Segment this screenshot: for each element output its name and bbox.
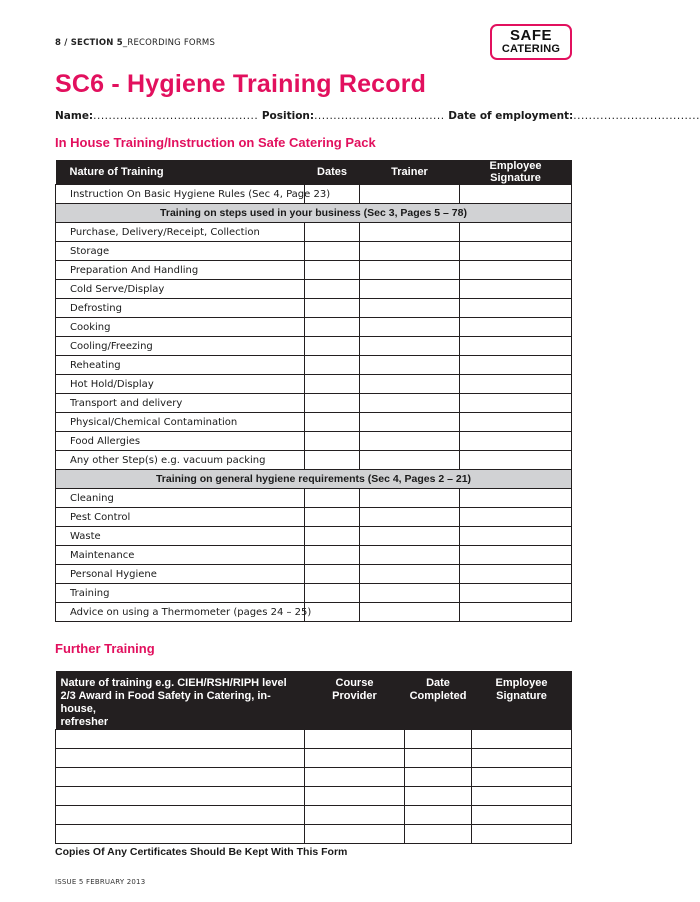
training-label: Maintenance	[56, 546, 305, 565]
col-trainer: Trainer	[360, 160, 460, 185]
signature-cell[interactable]	[460, 603, 572, 622]
trainer-cell[interactable]	[360, 242, 460, 261]
training-label: Cooking	[56, 318, 305, 337]
table-row	[56, 242, 572, 261]
table-row	[56, 318, 572, 337]
page-section: 8 / SECTION 5	[55, 38, 123, 48]
position-label: Position:	[258, 110, 315, 122]
signature-cell[interactable]	[460, 223, 572, 242]
in-house-table-body	[56, 185, 572, 622]
nature-cell[interactable]	[56, 825, 305, 844]
table-row	[56, 527, 572, 546]
col-employee-signature: Employee Signature	[460, 160, 572, 185]
further-table-body	[56, 730, 572, 844]
date-completed-cell[interactable]	[405, 749, 472, 768]
table-row	[56, 489, 572, 508]
further-row	[56, 768, 572, 787]
signature-cell[interactable]	[460, 356, 572, 375]
dates-cell[interactable]	[305, 508, 360, 527]
trainer-cell[interactable]	[360, 413, 460, 432]
dates-cell[interactable]	[305, 565, 360, 584]
signature-cell[interactable]	[460, 565, 572, 584]
signature-cell[interactable]	[460, 280, 572, 299]
group-row	[56, 204, 572, 223]
certificates-note: Copies Of Any Certificates Should Be Kept With This Form	[55, 846, 348, 858]
further-row	[56, 806, 572, 825]
dates-cell[interactable]	[305, 527, 360, 546]
signature-cell[interactable]	[460, 337, 572, 356]
table-row	[56, 394, 572, 413]
nature-cell[interactable]	[56, 768, 305, 787]
signature-cell[interactable]	[460, 185, 572, 204]
trainer-cell[interactable]	[360, 261, 460, 280]
trainer-cell[interactable]	[360, 223, 460, 242]
table-row	[56, 413, 572, 432]
position-field[interactable]: ..................................	[314, 110, 445, 122]
training-label: Transport and delivery	[56, 394, 305, 413]
trainer-cell[interactable]	[360, 299, 460, 318]
training-label: Training	[56, 584, 305, 603]
col4-line1: Employee	[495, 677, 548, 689]
training-label: Pest Control	[56, 508, 305, 527]
table-row	[56, 603, 572, 622]
group-title: Training on general hygiene requirements (Sec 4, Pages 2 – 21)	[56, 470, 572, 489]
further-row	[56, 749, 572, 768]
signature-cell[interactable]	[460, 394, 572, 413]
dates-cell[interactable]	[305, 261, 360, 280]
col-nature-of-further-training	[56, 671, 305, 730]
trainer-cell[interactable]	[360, 394, 460, 413]
col-course-provider	[305, 671, 405, 730]
col1-line1: Nature of training e.g. CIEH/RSH/RIPH level	[60, 677, 287, 689]
trainer-cell[interactable]	[360, 489, 460, 508]
dates-cell[interactable]	[305, 299, 360, 318]
training-label: Cold Serve/Display	[56, 280, 305, 299]
table-row	[56, 565, 572, 584]
col1-line3: refresher	[60, 716, 109, 728]
table-row	[56, 223, 572, 242]
training-label: Waste	[56, 527, 305, 546]
col4-line2: Signature	[496, 690, 547, 702]
nature-cell[interactable]	[56, 787, 305, 806]
training-label: Advice on using a Thermometer (pages 24 – 25)	[56, 603, 305, 622]
dates-cell[interactable]	[305, 584, 360, 603]
page-title: SC6 - Hygiene Training Record	[55, 70, 427, 98]
safe-catering-logo	[490, 24, 572, 60]
trainer-cell[interactable]	[360, 603, 460, 622]
dates-cell[interactable]	[305, 546, 360, 565]
nature-cell[interactable]	[56, 730, 305, 749]
training-label: Preparation And Handling	[56, 261, 305, 280]
signature-cell[interactable]	[460, 375, 572, 394]
dates-cell[interactable]	[305, 603, 360, 622]
table-row	[56, 261, 572, 280]
signature-cell[interactable]	[460, 318, 572, 337]
col-date-completed	[405, 671, 472, 730]
further-training-heading: Further Training	[55, 641, 155, 656]
training-label: Cooling/Freezing	[56, 337, 305, 356]
nature-cell[interactable]	[56, 749, 305, 768]
trainer-cell[interactable]	[360, 527, 460, 546]
col3-line1: Date	[426, 677, 450, 689]
employment-date-field[interactable]: .................................	[573, 110, 700, 122]
signature-cell[interactable]	[460, 489, 572, 508]
training-label: Storage	[56, 242, 305, 261]
col2-line2: Provider	[332, 690, 377, 702]
trainer-cell[interactable]	[360, 546, 460, 565]
signature-cell[interactable]	[460, 546, 572, 565]
further-row	[56, 730, 572, 749]
signature-cell[interactable]	[472, 768, 572, 787]
col-nature-of-training: Nature of Training	[56, 160, 305, 185]
dates-cell[interactable]	[305, 280, 360, 299]
further-row	[56, 787, 572, 806]
date-completed-cell[interactable]	[405, 787, 472, 806]
trainer-cell[interactable]	[360, 356, 460, 375]
table-row	[56, 508, 572, 527]
training-label: Food Allergies	[56, 432, 305, 451]
training-label: Defrosting	[56, 299, 305, 318]
in-house-training-table	[55, 160, 572, 622]
in-house-heading: In House Training/Instruction on Safe Catering Pack	[55, 135, 376, 150]
trainer-cell[interactable]	[360, 185, 460, 204]
date-completed-cell[interactable]	[405, 768, 472, 787]
training-label: Reheating	[56, 356, 305, 375]
signature-cell[interactable]	[472, 806, 572, 825]
provider-cell[interactable]	[305, 787, 405, 806]
col1-line2: 2/3 Award in Food Safety in Catering, in-house,	[60, 690, 271, 715]
dates-cell[interactable]	[305, 489, 360, 508]
employment-date-label: Date of employment:	[444, 110, 574, 122]
name-label: Name:	[55, 110, 94, 122]
training-label: Hot Hold/Display	[56, 375, 305, 394]
dates-cell[interactable]	[305, 356, 360, 375]
dates-cell[interactable]	[305, 375, 360, 394]
training-label: Purchase, Delivery/Receipt, Collection	[56, 223, 305, 242]
date-completed-cell[interactable]	[405, 730, 472, 749]
table-row	[56, 337, 572, 356]
dates-cell[interactable]	[305, 413, 360, 432]
col3-line2: Completed	[409, 690, 467, 702]
table-row	[56, 356, 572, 375]
table-row	[56, 451, 572, 470]
further-row	[56, 825, 572, 844]
date-completed-cell[interactable]	[405, 806, 472, 825]
dates-cell[interactable]	[305, 451, 360, 470]
provider-cell[interactable]	[305, 768, 405, 787]
dates-cell[interactable]	[305, 318, 360, 337]
group-row	[56, 470, 572, 489]
further-header-row	[56, 671, 572, 730]
name-field[interactable]: ...........................................	[93, 110, 259, 122]
training-label: Personal Hygiene	[56, 565, 305, 584]
signature-cell[interactable]	[472, 787, 572, 806]
signature-cell[interactable]	[460, 527, 572, 546]
training-label: Physical/Chemical Contamination	[56, 413, 305, 432]
training-label: Any other Step(s) e.g. vacuum packing	[56, 451, 305, 470]
group-title: Training on steps used in your business (Sec 3, Pages 5 – 78)	[56, 204, 572, 223]
trainer-cell[interactable]	[360, 337, 460, 356]
signature-cell[interactable]	[472, 749, 572, 768]
trainer-cell[interactable]	[360, 280, 460, 299]
training-label: Instruction On Basic Hygiene Rules (Sec 4, Page 23)	[56, 185, 305, 204]
provider-cell[interactable]	[305, 806, 405, 825]
provider-cell[interactable]	[305, 825, 405, 844]
issue-date: ISSUE 5 FEBRUARY 2013	[55, 878, 146, 886]
nature-cell[interactable]	[56, 806, 305, 825]
trainer-cell[interactable]	[360, 318, 460, 337]
table-row	[56, 185, 572, 204]
provider-cell[interactable]	[305, 749, 405, 768]
section-name: _RECORDING FORMS	[122, 38, 216, 48]
trainer-cell[interactable]	[360, 375, 460, 394]
logo-top-text: SAFE	[509, 27, 552, 44]
trainer-cell[interactable]	[360, 508, 460, 527]
signature-cell[interactable]	[460, 242, 572, 261]
training-label: Cleaning	[56, 489, 305, 508]
trainer-cell[interactable]	[360, 432, 460, 451]
table-row	[56, 432, 572, 451]
signature-cell[interactable]	[460, 432, 572, 451]
signature-cell[interactable]	[460, 413, 572, 432]
col-dates: Dates	[305, 160, 360, 185]
table-row	[56, 280, 572, 299]
page-header	[55, 38, 215, 48]
provider-cell[interactable]	[305, 730, 405, 749]
date-completed-cell[interactable]	[405, 825, 472, 844]
signature-cell[interactable]	[472, 730, 572, 749]
table-row	[56, 299, 572, 318]
table-row	[56, 375, 572, 394]
col-further-employee-signature	[472, 671, 572, 730]
dates-cell[interactable]	[305, 337, 360, 356]
signature-cell[interactable]	[460, 584, 572, 603]
signature-cell[interactable]	[472, 825, 572, 844]
in-house-header-row	[56, 160, 572, 185]
trainer-cell[interactable]	[360, 584, 460, 603]
signature-cell[interactable]	[460, 299, 572, 318]
dates-cell[interactable]	[305, 223, 360, 242]
dates-cell[interactable]	[305, 394, 360, 413]
further-training-table	[55, 671, 572, 844]
table-row	[56, 584, 572, 603]
employee-fields	[55, 110, 700, 122]
signature-cell[interactable]	[460, 451, 572, 470]
trainer-cell[interactable]	[360, 565, 460, 584]
trainer-cell[interactable]	[360, 451, 460, 470]
dates-cell[interactable]	[305, 432, 360, 451]
col2-line1: Course	[335, 677, 374, 689]
dates-cell[interactable]	[305, 242, 360, 261]
logo-bottom-text: CATERING	[501, 43, 561, 55]
signature-cell[interactable]	[460, 508, 572, 527]
signature-cell[interactable]	[460, 261, 572, 280]
table-row	[56, 546, 572, 565]
